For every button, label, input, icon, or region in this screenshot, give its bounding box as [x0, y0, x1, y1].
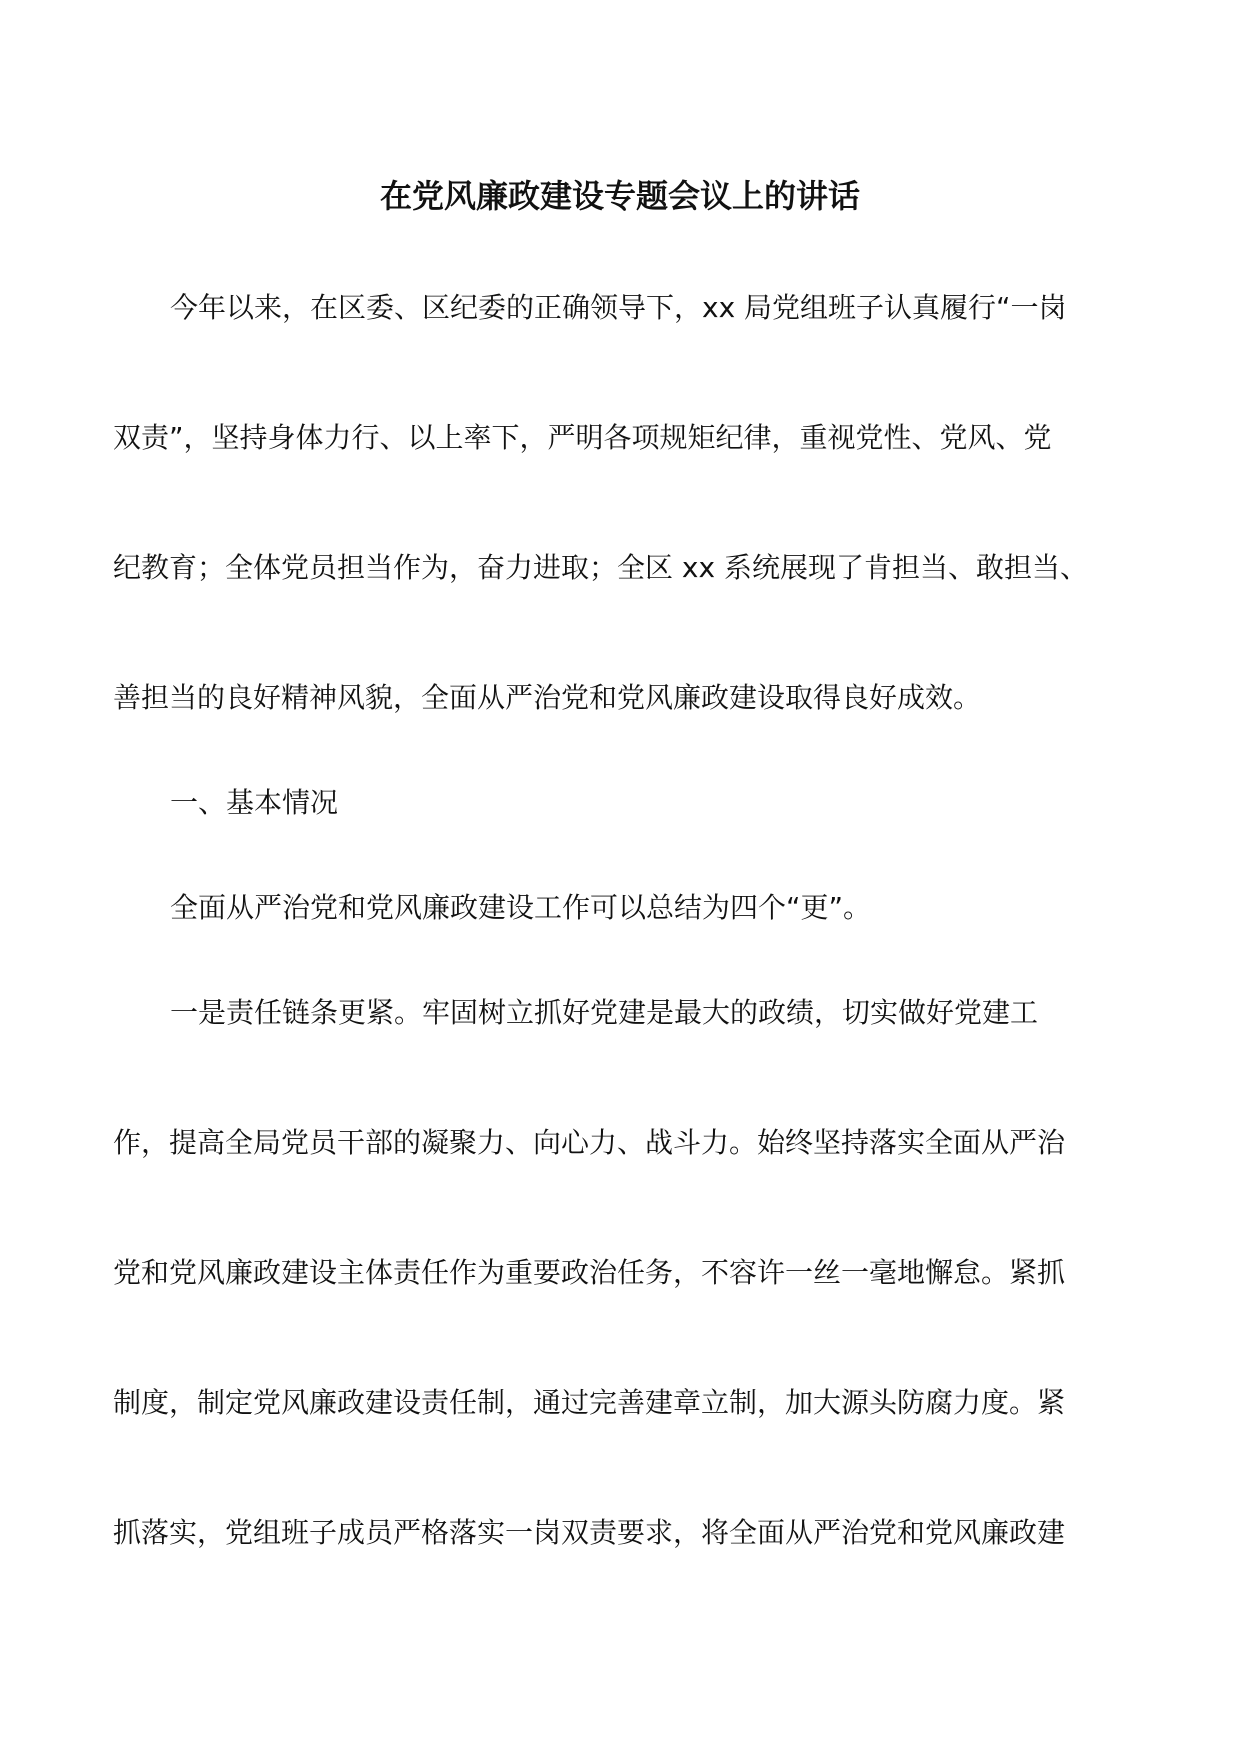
- paragraph-line: 制度，制定党风廉政建设责任制，通过完善建章立制，加大源头防腐力度。紧: [113, 1386, 1066, 1419]
- document-title: 在党风廉政建设专题会议上的讲话: [379, 177, 860, 215]
- paragraph-line: 双责”，坚持身体力行、以上率下，严明各项规矩纪律，重视党性、党风、党: [113, 421, 1052, 454]
- paragraph-line: 今年以来，在区委、区纪委的正确领导下，xx 局党组班子认真履行“一岗: [170, 291, 1067, 324]
- paragraph-line: 全面从严治党和党风廉政建设工作可以总结为四个“更”。: [170, 891, 872, 924]
- paragraph-line: 抓落实，党组班子成员严格落实一岗双责要求，将全面从严治党和党风廉政建: [113, 1516, 1066, 1549]
- paragraph-line: 党和党风廉政建设主体责任作为重要政治任务，不容许一丝一毫地懈怠。紧抓: [113, 1256, 1066, 1289]
- paragraph-line: 一是责任链条更紧。牢固树立抓好党建是最大的政绩，切实做好党建工: [170, 996, 1039, 1029]
- paragraph-line: 作，提高全局党员干部的凝聚力、向心力、战斗力。始终坚持落实全面从严治: [113, 1126, 1066, 1159]
- section-heading: 一、基本情况: [170, 786, 339, 819]
- paragraph-line: 善担当的良好精神风貌，全面从严治党和党风廉政建设取得良好成效。: [113, 681, 982, 714]
- paragraph-line: 纪教育；全体党员担当作为，奋力进取；全区 xx 系统展现了肯担当、敢担当、: [113, 551, 1088, 584]
